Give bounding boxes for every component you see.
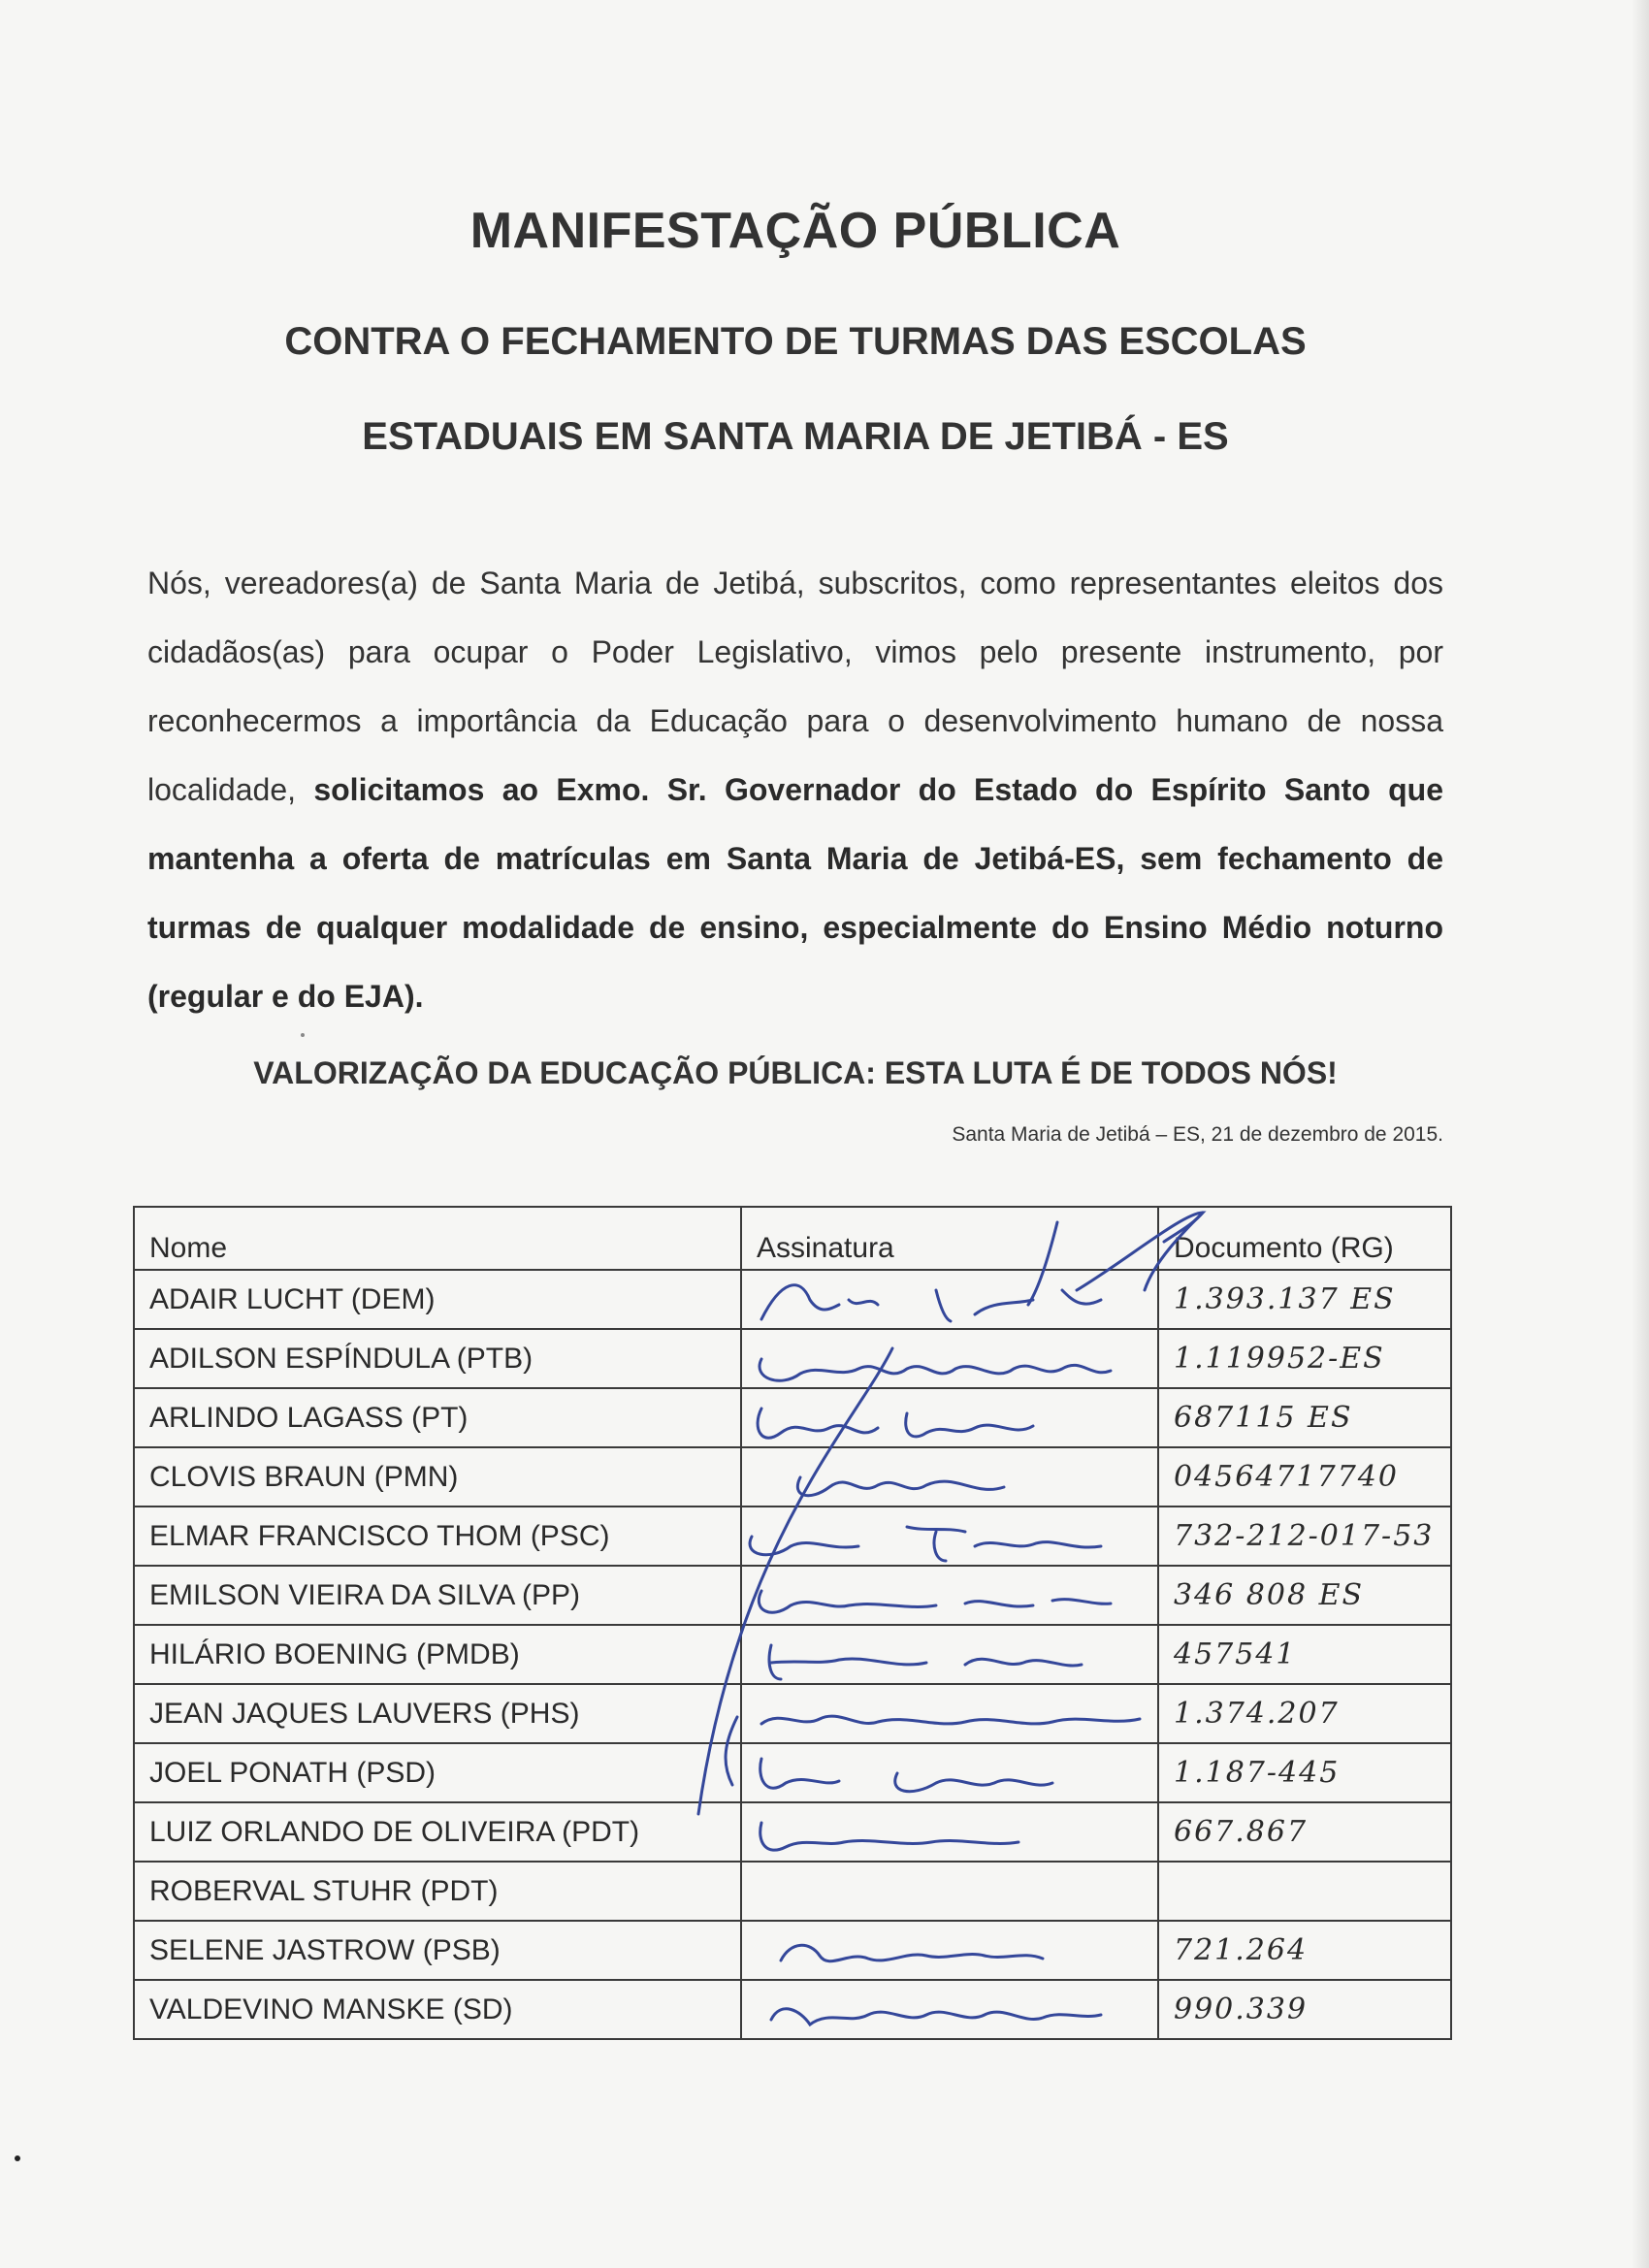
signature-cell — [741, 1980, 1158, 2039]
document-title: MANIFESTAÇÃO PÚBLICA — [469, 203, 1121, 259]
handwritten-signature — [742, 1330, 1159, 1390]
signature-cell — [741, 1447, 1158, 1507]
petition-body-bold: solicitamos ao Exmo. Sr. Governador do Estado do Espírito Santo que mantenha a oferta de matrículas em Santa Maria de Jetibá-ES, sem fechamento de turmas de qualquer modalidade de ensino, especialmente do Ensino Médio noturno (regular e do EJA). — [147, 772, 1444, 1014]
table-row — [134, 1743, 1451, 1802]
table-row — [134, 1625, 1451, 1684]
column-header-signature: Assinatura — [741, 1207, 1158, 1270]
document-number: 1.187-445 — [1158, 1743, 1451, 1802]
handwritten-signature — [742, 1389, 1159, 1449]
handwritten-signature — [742, 1448, 1159, 1508]
signatory-name: ROBERVAL STUHR (PDT) — [134, 1862, 741, 1921]
petition-body — [147, 549, 1443, 1031]
table-row — [134, 1684, 1451, 1743]
signature-table — [133, 1206, 1452, 2040]
document-number: 346 808 ES — [1158, 1566, 1451, 1625]
signatory-name: VALDEVINO MANSKE (SD) — [134, 1980, 741, 2039]
document-number: 04564717740 — [1158, 1447, 1451, 1507]
handwritten-signature — [742, 1803, 1159, 1863]
handwritten-signature — [742, 1626, 1159, 1686]
signature-cell — [741, 1743, 1158, 1802]
scan-speck — [15, 2155, 20, 2161]
document-number: 457541 — [1158, 1625, 1451, 1684]
table-row — [134, 1329, 1451, 1388]
signature-cell — [741, 1566, 1158, 1625]
signature-cell — [741, 1507, 1158, 1566]
document-number: 990.339 — [1158, 1980, 1451, 2039]
signatory-name: ARLINDO LAGASS (PT) — [134, 1388, 741, 1447]
signature-cell — [741, 1388, 1158, 1447]
handwritten-signature — [742, 1685, 1159, 1745]
table-header-row — [134, 1207, 1451, 1270]
document-number: 721.264 — [1158, 1921, 1451, 1980]
table-row — [134, 1507, 1451, 1566]
signature-cell — [741, 1625, 1158, 1684]
signatory-name: JOEL PONATH (PSD) — [134, 1743, 741, 1802]
place-date-line: Santa Maria de Jetibá – ES, 21 de dezembro de 2015. — [952, 1123, 1443, 1146]
table-row — [134, 1802, 1451, 1862]
signature-cell — [741, 1684, 1158, 1743]
document-number: 1.374.207 — [1158, 1684, 1451, 1743]
table-row — [134, 1980, 1451, 2039]
signature-table-body — [134, 1270, 1451, 2039]
signature-cell — [741, 1329, 1158, 1388]
document-number: 687115 ES — [1158, 1388, 1451, 1447]
document-subtitle-line1: CONTRA O FECHAMENTO DE TURMAS DAS ESCOLAS — [284, 320, 1307, 363]
document-number: 732-212-017-53 — [1158, 1507, 1451, 1566]
document-number: 667.867 — [1158, 1802, 1451, 1862]
signature-cell — [741, 1270, 1158, 1329]
handwritten-signature — [742, 1507, 1159, 1568]
handwritten-signature — [742, 1981, 1159, 2041]
table-row — [134, 1921, 1451, 1980]
scan-speck — [301, 1033, 305, 1037]
signature-cell — [741, 1921, 1158, 1980]
table-row — [134, 1388, 1451, 1447]
column-header-name: Nome — [134, 1207, 741, 1270]
table-row — [134, 1447, 1451, 1507]
paper-edge-shadow — [1632, 0, 1649, 2268]
document-number — [1158, 1862, 1451, 1921]
handwritten-signature — [742, 1567, 1159, 1627]
table-row — [134, 1862, 1451, 1921]
signatory-name: LUIZ ORLANDO DE OLIVEIRA (PDT) — [134, 1802, 741, 1862]
table-row — [134, 1270, 1451, 1329]
document-number: 1.393.137 ES — [1158, 1270, 1451, 1329]
signature-cell — [741, 1862, 1158, 1921]
signatory-name: HILÁRIO BOENING (PMDB) — [134, 1625, 741, 1684]
signatory-name: EMILSON VIEIRA DA SILVA (PP) — [134, 1566, 741, 1625]
document-number: 1.119952-ES — [1158, 1329, 1451, 1388]
signatory-name: CLOVIS BRAUN (PMN) — [134, 1447, 741, 1507]
signatory-name: SELENE JASTROW (PSB) — [134, 1921, 741, 1980]
column-header-document: Documento (RG) — [1158, 1207, 1451, 1270]
handwritten-signature — [742, 1922, 1159, 1982]
document-subtitle-line2: ESTADUAIS EM SANTA MARIA DE JETIBÁ - ES — [362, 415, 1229, 458]
handwritten-signature — [742, 1271, 1159, 1331]
signature-cell — [741, 1802, 1158, 1862]
slogan: VALORIZAÇÃO DA EDUCAÇÃO PÚBLICA: ESTA LUTA É DE TODOS NÓS! — [253, 1055, 1338, 1090]
signatory-name: ADILSON ESPÍNDULA (PTB) — [134, 1329, 741, 1388]
handwritten-signature — [742, 1744, 1159, 1804]
petition-body-normal: Nós, vereadores(a) de Santa Maria de Jetibá, subscritos, como representantes eleitos dos cidadãos(as) para ocupar o Poder Legislativo, vimos pelo presente instrumento, por reconhecermos a importância da Educação para o desenvolvimento humano de nossa localidade, — [147, 566, 1443, 807]
signatory-name: JEAN JAQUES LAUVERS (PHS) — [134, 1684, 741, 1743]
signatory-name: ADAIR LUCHT (DEM) — [134, 1270, 741, 1329]
table-row — [134, 1566, 1451, 1625]
signatory-name: ELMAR FRANCISCO THOM (PSC) — [134, 1507, 741, 1566]
